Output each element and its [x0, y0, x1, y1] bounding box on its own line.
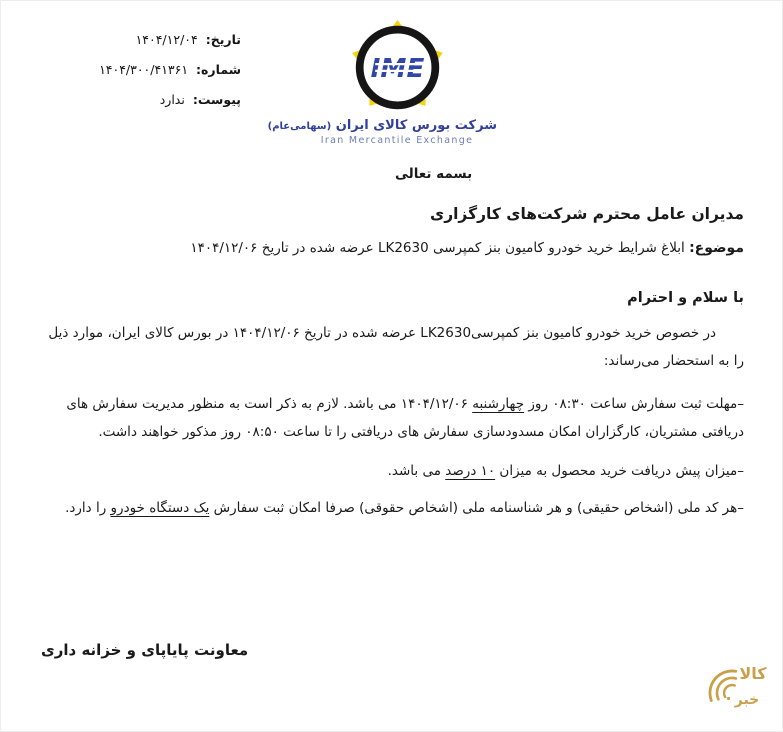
signature-title: معاونت پایاپای و خزانه داری — [41, 641, 249, 659]
company-name-fa-main: شرکت بورس کالای ایران — [335, 118, 497, 133]
number-label: شماره: — [196, 62, 241, 77]
meta-attachment-row — [61, 85, 241, 115]
bullet1-post: ۱۴۰۴/۱۲/۰۶ می باشد. لازم به ذکر است به منظور مدیریت سفارش های دریافتی مشتریان، کارگزاران امکان مسدودسازی سفارش های دریافتی را تا ساعت ۰۸:۵۰ روز مذکور خواهند داشت. — [66, 396, 744, 440]
bullet-item-prepayment — [39, 457, 744, 485]
ime-emblem-icon — [349, 19, 446, 116]
attachment-value: ندارد — [159, 92, 185, 107]
company-name-fa — [267, 118, 497, 133]
intro-paragraph: در خصوص خرید خودرو کامیون بنز کمپرسیLK2630 عرضه شده در تاریخ ۱۴۰۴/۱۲/۰۶ در بورس کالای ایران، موارد ذیل را به استحضار می‌رساند: — [48, 325, 744, 369]
bullet3-underlined: یک دستگاه خودرو — [110, 500, 210, 516]
company-name-en: Iran Mercantile Exchange — [320, 135, 474, 146]
bullet1-underlined: چهارشنبه — [472, 396, 525, 412]
watermark-line2: خبر — [734, 692, 760, 708]
date-label: تاریخ: — [205, 32, 241, 47]
bullet3-pre: –هر کد ملی (اشخاص حقیقی) و هر شناسنامه ملی (اشخاص حقوقی) صرفا امکان ثبت سفارش — [209, 500, 744, 516]
subject-label: موضوع: — [689, 240, 744, 256]
company-type-fa: (سهامی‌عام) — [267, 121, 332, 132]
subject-text: ابلاغ شرایط خرید خودرو کامیون بنز کمپرسی LK2630 عرضه شده در تاریخ ۱۴۰۴/۱۲/۰۶ — [190, 240, 685, 256]
date-value: ۱۴۰۴/۱۲/۰۴ — [135, 32, 198, 47]
recipient-line: مدیران عامل محترم شرکت‌های کارگزاری — [429, 205, 744, 223]
besmellah: بسمه تعالی — [395, 166, 473, 182]
watermark-line1: کالا — [739, 664, 767, 683]
bullet2-pre: –میزان پیش دریافت خرید محصول به میزان — [495, 463, 744, 479]
ime-monogram: IME — [370, 54, 424, 85]
salutation: با سلام و احترام — [627, 290, 744, 306]
letterhead-meta — [61, 25, 241, 115]
bullet2-underlined: ۱۰ درصد — [445, 463, 496, 479]
bullet-item-national-id-limit — [39, 494, 744, 522]
bullet2-post: می باشد. — [387, 463, 446, 479]
bullet-item-order-deadline — [39, 390, 744, 446]
meta-date-row — [61, 25, 241, 55]
attachment-label: پیوست: — [192, 92, 241, 107]
bullet3-post: را دارد. — [65, 500, 111, 516]
meta-number-row — [61, 55, 241, 85]
bullet1-pre: –مهلت ثبت سفارش ساعت ۰۸:۳۰ روز — [524, 396, 744, 412]
ime-logo — [267, 19, 497, 146]
kalakhabar-watermark-icon — [702, 657, 772, 717]
subject-line — [39, 237, 744, 259]
number-value: ۱۴۰۴/۳۰۰/۴۱۳۶۱ — [99, 62, 189, 77]
